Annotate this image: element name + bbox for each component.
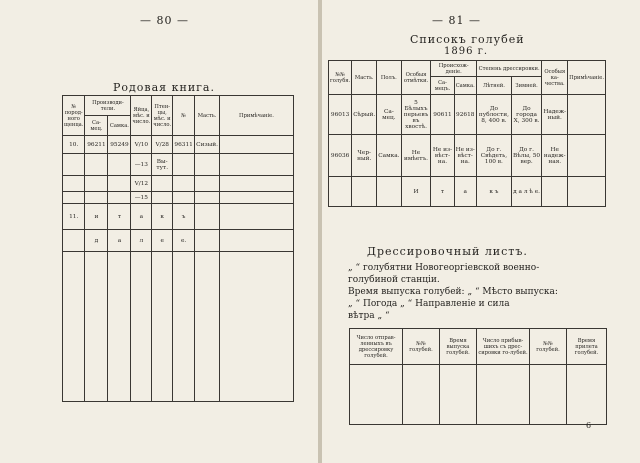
notes-header: Примѣчаніе. <box>219 96 293 136</box>
t2-arrival-header: Время прилета голубей. <box>567 329 607 365</box>
col-colour-header: Масть. <box>352 61 377 95</box>
table-row <box>350 365 607 425</box>
row-origin-male: 90611 <box>431 95 454 135</box>
right-page <box>322 0 640 463</box>
row-sire: и <box>85 204 108 230</box>
col-number-header: № пород-ного щенца. <box>63 96 85 136</box>
row-origin-female: 92618 <box>454 95 476 135</box>
row-dam: а <box>108 230 131 252</box>
row-eggs: л <box>131 230 152 252</box>
row-origin-male: Не из-вѣст-на. <box>431 135 454 177</box>
row-eggs: —15 <box>131 192 152 204</box>
row-winter: До города X, 300 в. <box>511 95 542 135</box>
row-notes <box>219 136 293 154</box>
row-summer: к ъ <box>476 177 511 207</box>
row-marks: 5 Бѣлыхъ перьевъ въ хвостѣ. <box>401 95 431 135</box>
row-colour: Сизый. <box>195 136 220 154</box>
chicks-header: Птен-цы, мѣс. и число. <box>152 96 173 136</box>
origin-female-header: Самка. <box>454 77 476 95</box>
row-summer: До г. Свѣдеть, 100 в. <box>476 135 511 177</box>
row-chicks: е <box>152 230 173 252</box>
row-colour: Сѣрый. <box>352 95 377 135</box>
table-row <box>63 154 294 176</box>
row-dam: т <box>108 204 131 230</box>
col-notes-header: Примѣчаніе. <box>568 61 606 95</box>
col-sex-header: Полъ. <box>377 61 401 95</box>
num-header: № <box>173 96 195 136</box>
table-row <box>63 204 294 230</box>
row-no: 10. <box>63 136 85 154</box>
row-sire: 96211 <box>85 136 108 154</box>
row-sex: Са-мец. <box>377 95 401 135</box>
row-sex: Самка. <box>377 135 401 177</box>
table-row <box>63 136 294 154</box>
col-marks-header: Особыя отмѣтки. <box>401 61 431 95</box>
t2-release-header: Время выпуска голубей. <box>440 329 477 365</box>
table-row <box>329 135 606 177</box>
table-row <box>63 176 294 192</box>
row-no: 11. <box>63 204 85 230</box>
row-chicks: Вы-тут. <box>152 154 173 176</box>
row-no: 96036 <box>329 135 352 177</box>
table-row <box>329 177 606 207</box>
row-num: е. <box>173 230 195 252</box>
row-dam: 95249 <box>108 136 131 154</box>
left-page <box>0 0 318 463</box>
corner-mark: 6 <box>586 421 592 430</box>
row-quality: Не надеж-ная. <box>542 135 568 177</box>
row-eggs: V/12 <box>131 176 152 192</box>
year-label: 1896 г. <box>444 46 489 57</box>
training-group-header: Степень дрессировки. <box>476 61 541 77</box>
row-marks: И <box>401 177 431 207</box>
t2-ids2-header: №№ голубей. <box>530 329 567 365</box>
row-num: ъ <box>173 204 195 230</box>
row-quality: Надеж-ный. <box>542 95 568 135</box>
row-chicks: к <box>152 204 173 230</box>
row-eggs: —13 <box>131 154 152 176</box>
page-number-left: — 80 — <box>140 14 189 27</box>
row-eggs: а <box>131 204 152 230</box>
row-colour: Чер-ный. <box>352 135 377 177</box>
page-title-right: Списокъ голубей <box>410 33 525 46</box>
body-line-3: Время выпуска голубей: „ “ Мѣсто выпуска: <box>348 287 558 297</box>
sire-header: Са-мец. <box>85 116 108 136</box>
page-title-left: Родовая книга. <box>113 81 215 94</box>
pigeon-list-table <box>328 60 606 207</box>
row-origin-female: Не из-вѣст-на. <box>454 135 476 177</box>
row-winter: До г. Вѣлы, 50 вер. <box>511 135 542 177</box>
origin-group-header: Происхож-деніе. <box>431 61 477 77</box>
t2-ids-header: №№ голубей. <box>403 329 440 365</box>
table-row <box>63 252 294 402</box>
row-eggs: V/10 <box>131 136 152 154</box>
origin-male-header: Са-мецъ. <box>431 77 454 95</box>
col-quality-header: Особыя ка-чества. <box>542 61 568 95</box>
row-summer: До публости, 8, 400 в. <box>476 95 511 135</box>
table-row <box>329 95 606 135</box>
table-row <box>63 192 294 204</box>
body-line-5: вѣтра „ “ <box>348 311 390 321</box>
body-line-2: голубиной станціи. <box>348 275 440 285</box>
table-row <box>63 230 294 252</box>
row-origin-male: т <box>431 177 454 207</box>
dam-header: Самка. <box>108 116 131 136</box>
parents-group-header: Производи-тели. <box>85 96 131 116</box>
row-chicks: V/28 <box>152 136 173 154</box>
body-line-1: „ “ голубятни Новогеоргіевской военно- <box>348 263 540 273</box>
row-origin-female: а <box>454 177 476 207</box>
body-line-4: „ “ Погода „ “ Направленіе и сила <box>348 299 510 309</box>
colour-header: Масть. <box>195 96 220 136</box>
row-marks: Не имѣетъ. <box>401 135 431 177</box>
page-number-right: — 81 — <box>432 14 481 27</box>
row-winter: д а л ѣ е. <box>511 177 542 207</box>
eggs-header: Яйца, мѣс. и число. <box>131 96 152 136</box>
training-table <box>349 328 607 425</box>
section-title: Дрессировочный листъ. <box>367 245 528 258</box>
row-num: 96311 <box>173 136 195 154</box>
t2-sent-header: Число отправ-ленныхъ въ дрессировку голубей. <box>350 329 403 365</box>
col-no-header: №№ голубя. <box>329 61 352 95</box>
row-no: 96013 <box>329 95 352 135</box>
summer-header: Лѣтней. <box>476 77 511 95</box>
winter-header: Зимней. <box>511 77 542 95</box>
breeding-table <box>62 95 294 402</box>
t2-arrived-header: Число прибыв-шихъ съ дрес-сировки го-лубей. <box>477 329 530 365</box>
row-sire: д <box>85 230 108 252</box>
